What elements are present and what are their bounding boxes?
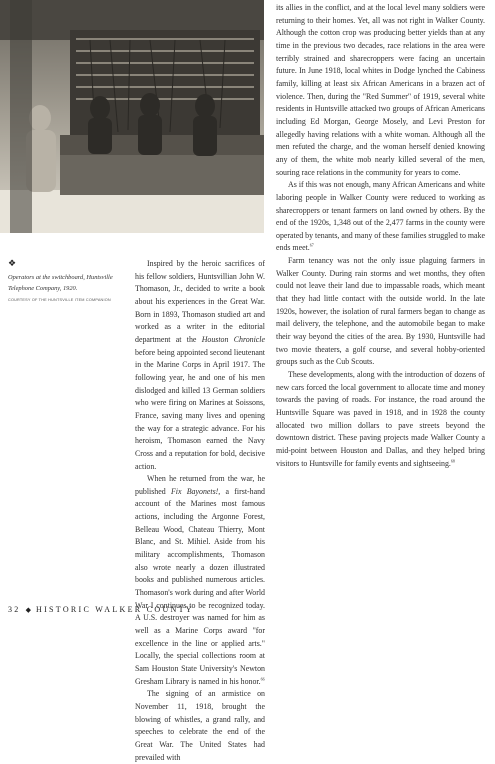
paragraph: As if this was not enough, many African Americans and white laboring people in Walker County were reduced to working as sharecroppers or tenant farmers on land owned by others. By the end of the 1920s, 1,348 out of the 2,477 farms in the county were operated by tenants, and many of these families struggled to make ends meet.$^{67}$ <box>276 180 485 253</box>
paragraph: The signing of an armistice on November 11, 1918, brought the blowing of whistles, a grand rally, and speeches to celebrate the end of the Great War. The United States had prevailed with <box>135 689 265 762</box>
switchboard-operators-photo <box>0 0 264 233</box>
photo-illustration <box>0 0 264 233</box>
text-column-2 <box>276 2 485 596</box>
page-footer <box>8 605 308 614</box>
page-number: 32 <box>8 605 21 614</box>
endnote-ref: 68 <box>450 458 455 463</box>
photo-caption: Operators at the switchboard, Huntsville Telephone Company, 1920. <box>8 274 113 292</box>
paragraph: These developments, along with the introduction of dozens of new cars forced the local government to allocate time and money towards the paving of roads. For instance, the road around the Huntsville Square was paved in 1918, and in 1928 the county allocated two million dollars to pave streets beyond the downtown district. These paving projects made Walker County a mid-point between Houston and Dallas, and they helped bring visitors to Huntsville for family events and sightseeing.$^{68}$ <box>276 370 485 468</box>
photo-caption-block <box>8 259 126 303</box>
paragraph: When he returned from the war, he published Fix Bayonets!, a first-hand account of the Marines most famous actions, including the Argonne Forest, Belleau Wood, Chateau Thierry, Mont Blanc, and St. Mihiel. Aside from his military accomplishments, Thomason also wrote nearly a dozen illustrated books and published numerous articles. Thomason's work during and after World War I continues to be recognized today. A U.S. destroyer was named for him as well as a Marine Corps award "for excellence in the line or applied arts." Locally, the special collections room at Sam Houston State University's Newton Gresham Library is named in his honor.$^{66}$ <box>135 474 265 686</box>
diamond-icon: ◆ <box>25 606 31 614</box>
paragraph: Farm tenancy was not the only issue plaguing farmers in Walker County. During rain storms and wet months, they often could not leave their land due to impassable roads, which meant that they had little contact with the outside world. In the late 1920s, however, the isolation of rural farmers began to change as mail delivery, the telephone, and the automobile began to make their way beyond the cities of the area. By 1930, Huntsville had two movie theaters, a golf course, and several hobby-oriented groups such as the Cub Scouts. <box>276 256 485 367</box>
book-title: HISTORIC WALKER COUNTY <box>36 605 194 614</box>
paragraph: its allies in the conflict, and at the local level many soldiers were returning to their homes. Yet, all was not right in Walker County. Although the cotton crop was producing better yields than at any time in the previous two decades, race relations in the area were terribly strained and sharecroppers were facing an uncertain future. In June 1918, local whites in Dodge lynched the Cabiness family, killing at least six African Americans in a brazen act of violence. Then, during the "Red Summer" of 1919, several white residents in Huntsville attacked two groups of African Americans including Ed Morgan, George Mosely, and Levi Preston for allegedly having relations with a white woman. Although all the men refuted the charge, and the woman herself denied knowing any of them, the white mob nearly killed several of the men, souring race relations in the community for years to come. <box>276 3 485 177</box>
endnote-ref: 66 <box>260 676 265 682</box>
endnote-ref: 67 <box>309 242 314 248</box>
text-column-1 <box>135 258 266 762</box>
photo-courtesy: COURTESY OF THE HUNTSVILLE ITEM COMPANION <box>8 298 111 302</box>
paragraph: Inspired by the heroic sacrifices of his fellow soldiers, Huntsvillian John W. Thomason, Jr., decided to write a book about his experiences in the Great War. Born in 1893, Thomason studied art and worked as a writer in the editorial department at the Houston Chronicle before being appointed second lieutenant in the Marine Corps in April 1917. The following year, he and one of his men dislodged and killed 13 German soldiers who were firing on Marines at Soissons, France, saving many lives and opening the way for a strategic advance. For his heroism, Thomason earned the Navy Cross and a reputation for bold, decisive action. <box>135 259 266 471</box>
fleuron-icon: ❖ <box>8 259 17 269</box>
